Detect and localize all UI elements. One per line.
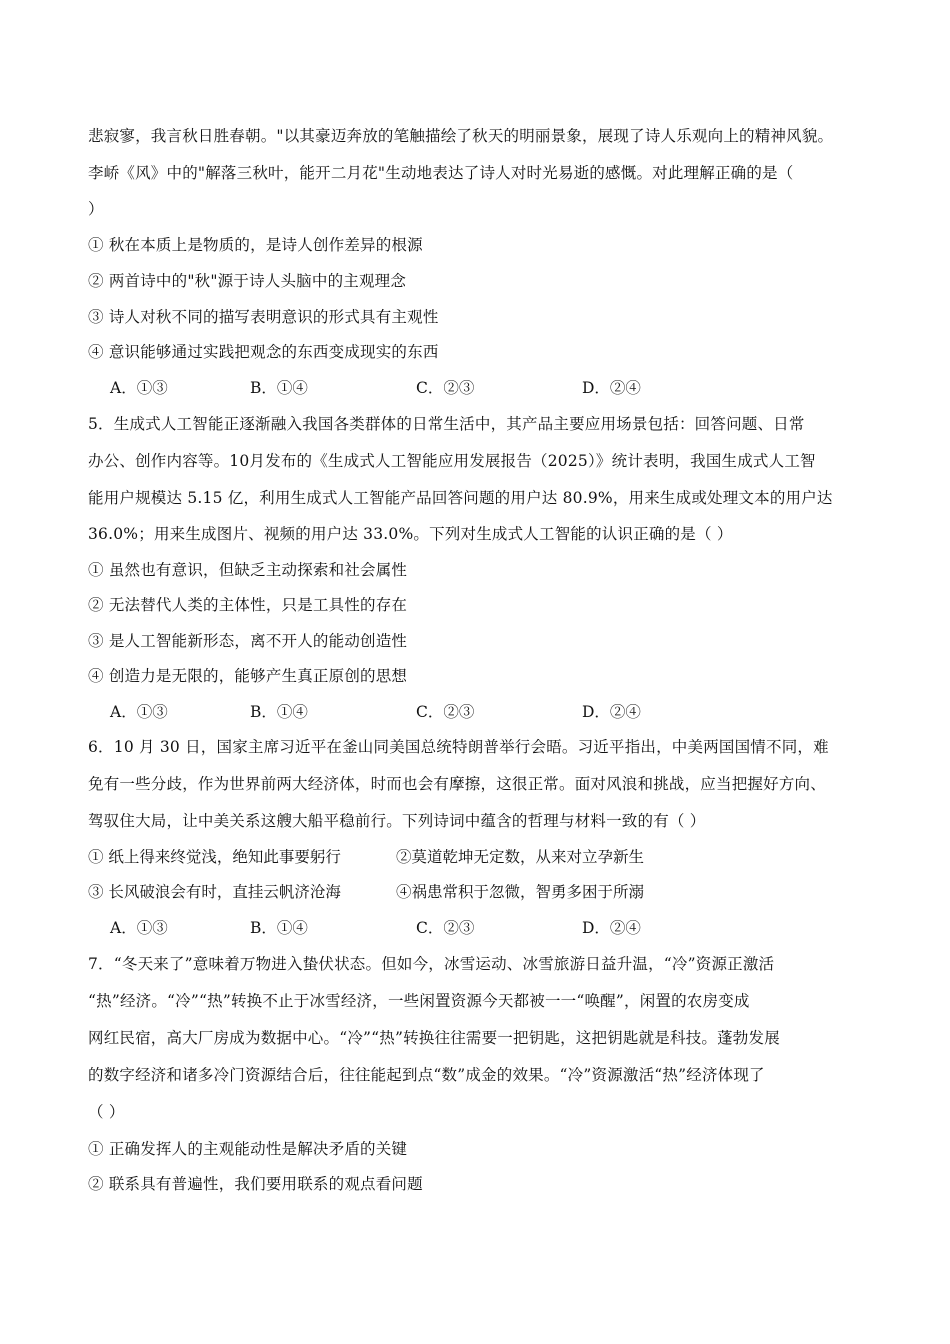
q6-statement-2: ②莫道乾坤无定数，从来对立孕新生: [396, 848, 645, 866]
q6-option-b[interactable]: B．①④: [250, 919, 308, 937]
q6-option-c[interactable]: C．②③: [416, 919, 475, 937]
q4-option-c[interactable]: C．②③: [416, 379, 475, 397]
q7-stem-line-3: 网红民宿，高大厂房成为数据中心。“冷”“热”转换往往需要一把钥匙，这把钥匙就是科技。蓬勃发展: [88, 1029, 780, 1047]
q7-statement-2: ② 联系具有普遍性，我们要用联系的观点看问题: [88, 1175, 423, 1193]
q7-stem-line-5: （ ）: [88, 1103, 125, 1121]
q5-statement-1: ① 虽然也有意识，但缺乏主动探索和社会属性: [88, 561, 408, 579]
q7-stem-line-1: 7．“冬天来了”意味着万物进入蛰伏状态。但如今，冰雪运动、冰雪旅游日益升温，“冷”资源正激活: [88, 955, 775, 973]
q4-stem-line-1: 悲寂寥，我言秋日胜春朝。"以其豪迈奔放的笔触描绘了秋天的明丽景象，展现了诗人乐观向上的精神风貌。: [88, 127, 834, 145]
q5-option-d[interactable]: D．②④: [582, 703, 641, 721]
q6-option-d[interactable]: D．②④: [582, 919, 641, 937]
q6-statement-3: ③ 长风破浪会有时，直挂云帆济沧海: [88, 883, 341, 901]
q4-option-b[interactable]: B．①④: [250, 379, 308, 397]
q7-stem-line-2: “热”经济。“冷”“热”转换不止于冰雪经济，一些闲置资源今天都被一一“唤醒”，闲置的农房变成: [88, 992, 750, 1010]
q5-stem-line-3: 能用户规模达 5.15 亿，利用生成式人工智能产品回答问题的用户达 80.9%，用来生成或处理文本的用户达: [88, 489, 833, 507]
q6-statement-4: ④祸患常积于忽微，智勇多困于所溺: [396, 883, 645, 901]
q6-option-a[interactable]: A．①③: [110, 919, 168, 937]
q4-option-a[interactable]: A．①③: [110, 379, 168, 397]
q4-stem-line-3: ）: [88, 200, 104, 218]
q7-stem-line-4: 的数字经济和诸多冷门资源结合后，往往能起到点“数”成金的效果。“冷”资源激活“热”经济体现了: [88, 1066, 765, 1084]
q5-option-b[interactable]: B．①④: [250, 703, 308, 721]
q4-statement-1: ① 秋在本质上是物质的，是诗人创作差异的根源: [88, 236, 423, 254]
q4-statement-3: ③ 诗人对秋不同的描写表明意识的形式具有主观性: [88, 308, 439, 326]
q5-option-a[interactable]: A．①③: [110, 703, 168, 721]
q5-stem-line-4: 36.0%；用来生成图片、视频的用户达 33.0%。下列对生成式人工智能的认识正确的是（ ）: [88, 525, 733, 543]
q5-statement-4: ④ 创造力是无限的，能够产生真正原创的思想: [88, 667, 408, 685]
q4-statement-4: ④ 意识能够通过实践把观念的东西变成现实的东西: [88, 343, 439, 361]
q5-option-c[interactable]: C．②③: [416, 703, 475, 721]
q5-stem-line-2: 办公、创作内容等。10月发布的《生成式人工智能应用发展报告（2025）》统计表明，我国生成式人工智: [88, 452, 816, 470]
q6-stem-line-1: 6．10 月 30 日，国家主席习近平在釜山同美国总统特朗普举行会晤。习近平指出，中美两国国情不同，难: [88, 738, 829, 756]
q6-statement-1: ① 纸上得来终觉浅，绝知此事要躬行: [88, 848, 341, 866]
q5-statement-3: ③ 是人工智能新形态，离不开人的能动创造性: [88, 632, 408, 650]
q7-statement-1: ① 正确发挥人的主观能动性是解决矛盾的关键: [88, 1140, 408, 1158]
q6-stem-line-3: 驾驭住大局，让中美关系这艘大船平稳前行。下列诗词中蕴含的哲理与材料一致的有（ ）: [88, 812, 706, 830]
q6-stem-line-2: 免有一些分歧，作为世界前两大经济体，时而也会有摩擦，这很正常。面对风浪和挑战，应当把握好方向、: [88, 775, 826, 793]
q4-statement-2: ② 两首诗中的"秋"源于诗人头脑中的主观理念: [88, 272, 407, 290]
q5-statement-2: ② 无法替代人类的主体性，只是工具性的存在: [88, 596, 408, 614]
q4-option-d[interactable]: D．②④: [582, 379, 641, 397]
q5-stem-line-1: 5．生成式人工智能正逐渐融入我国各类群体的日常生活中，其产品主要应用场景包括：回答问题、日常: [88, 415, 805, 433]
q4-stem-line-2: 李峤《风》中的"解落三秋叶，能开二月花"生动地表达了诗人对时光易逝的感慨。对此理解正确的是（: [88, 164, 794, 182]
